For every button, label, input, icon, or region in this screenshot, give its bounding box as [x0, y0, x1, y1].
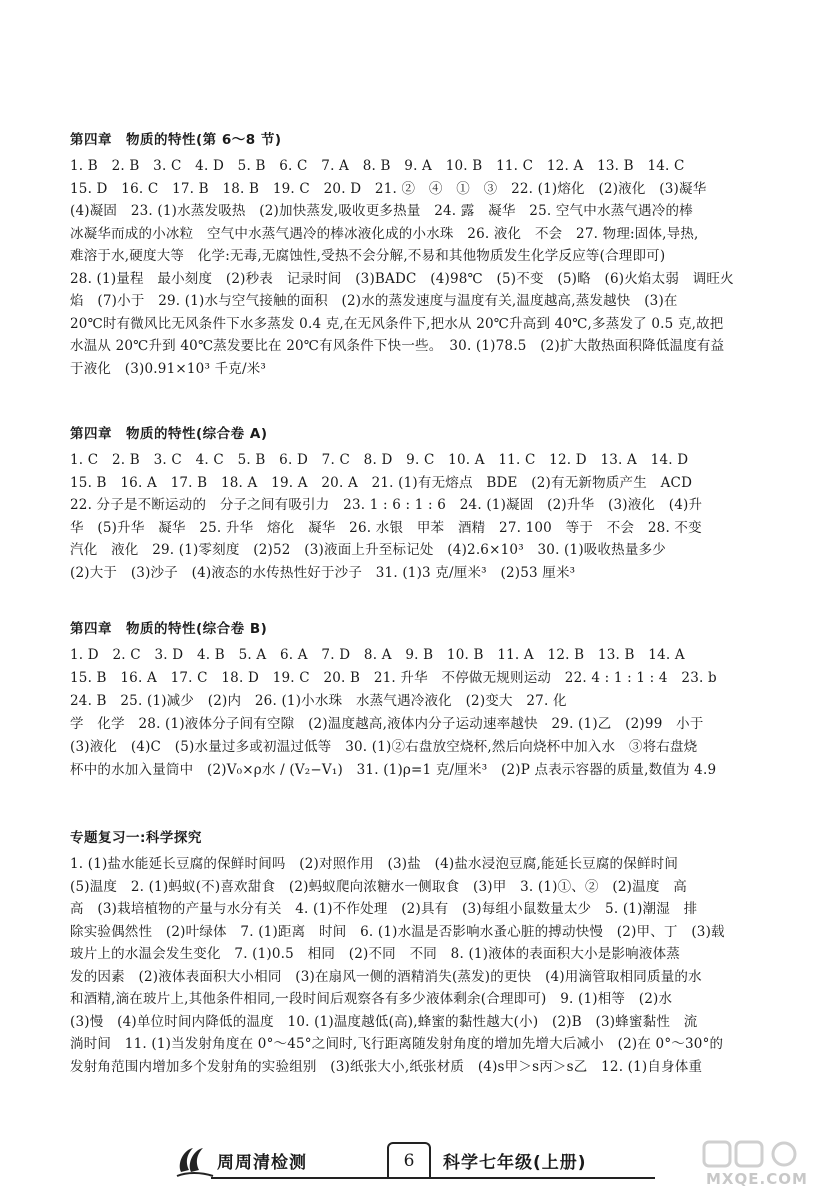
answer-line: 淌时间 11. (1)当发射角度在 0°～45°之间时,飞行距离随发射角度的增加先增大后减小 (2)在 0°～30°的	[70, 1036, 724, 1052]
section-title: 第四章 物质的特性(综合卷 A)	[70, 426, 268, 442]
brand-logo-icon	[175, 1142, 215, 1182]
section-chapter4-test-a	[70, 425, 790, 584]
watermark-text: MXQE.COM	[706, 1170, 808, 1188]
watermark-icon	[700, 1140, 820, 1170]
answer-line: (4)凝固 23. (1)水蒸发吸热 (2)加快蒸发,吸收更多热量 24. 露 凝华 25. 空气中水蒸气遇冷的棒	[70, 203, 693, 219]
answer-line: (3)液化 (4)C (5)水量过多或初温过低等 30. (1)②右盘放空烧杯,然后向烧杯中加入水 ③将右盘烧	[70, 739, 698, 755]
answer-line: 高 (3)栽培植物的产量与水分有关 4. (1)不作处理 (2)具有 (3)每组小鼠数量太少 5. (1)潮湿 排	[70, 901, 698, 917]
answer-line: 发的因素 (2)液体表面积大小相同 (3)在扇风一侧的酒精消失(蒸发)的更快 (4)用滴管取相同质量的水	[70, 968, 702, 985]
answer-line: 24. B 25. (1)减少 (2)内 26. (1)小水珠 水蒸气遇冷液化 (2)变大 27. 化	[70, 693, 567, 709]
answer-line: 华 (5)升华 凝华 25. 升华 熔化 凝华 26. 水银 甲苯 酒精 27. 100 等于 不会 28. 不变	[70, 519, 702, 536]
page-number: 6	[387, 1142, 431, 1178]
answer-line: 学 化学 28. (1)液体分子间有空隙 (2)温度越高,液体内分子运动速率越快 29. (1)乙 (2)99 小于	[70, 716, 704, 732]
answer-line: 15. D 16. C 17. B 18. B 19. C 20. D 21. ② ④ ① ③ 22. (1)熔化 (2)液化 (3)凝华	[70, 180, 707, 197]
answer-line: 玻片上的水温会发生变化 7. (1)0.5 相同 (2)不同 不同 8. (1)液体的表面积大小是影响液体蒸	[70, 946, 680, 962]
answer-line: (2)大于 (3)沙子 (4)液态的水传热性好于沙子 31. (1)3 克/厘米³ (2)53 厘米³	[70, 564, 576, 581]
answer-line: 1. C 2. B 3. C 4. C 5. B 6. D 7. C 8. D 9. C 10. A 11. C 12. D 13. A 14. D	[70, 452, 689, 468]
footer-rule	[211, 1177, 655, 1179]
answer-line: (5)温度 2. (1)蚂蚁(不)喜欢甜食 (2)蚂蚁爬向浓糖水一侧取食 (3)甲 3. (1)①、② (2)温度 高	[70, 878, 687, 895]
section-chapter4-6-8	[70, 131, 790, 380]
footer-brand: 周周清检测	[217, 1153, 307, 1173]
answer-line: 杯中的水加入量筒中 (2)V₀×ρ水 / (V₂−V₁) 31. (1)ρ=1 克/厘米³ (2)P 点表示容器的质量,数值为 4.9	[70, 762, 717, 778]
section-title: 专题复习一:科学探究	[70, 830, 202, 846]
site-watermark	[700, 1140, 820, 1195]
answer-line: 除实验偶然性 (2)叶绿体 7. (1)距离 时间 6. (1)水温是否影响水蚤心脏的搏动快慢 (2)甲、丁 (3)载	[70, 923, 725, 940]
answer-line: 28. (1)量程 最小刻度 (2)秒表 记录时间 (3)BADC (4)98℃ (5)不变 (5)略 (6)火焰太弱 调旺火	[70, 270, 734, 287]
answer-line: 和酒精,滴在玻片上,其他条件相同,一段时间后观察各有多少液体剩余(合理即可) 9. (1)相等 (2)水	[70, 991, 673, 1007]
section-chapter4-test-b	[70, 620, 790, 782]
answer-line: 1. D 2. C 3. D 4. B 5. A 6. A 7. D 8. A 9. B 10. B 11. A 12. B 13. B 14. A	[70, 647, 685, 663]
section-review-science-inquiry	[70, 829, 790, 1078]
answer-line: 冰凝华而成的小冰粒 空气中水蒸气遇冷的棒冰液化成的小水珠 26. 液化 不会 27. 物理:固体,导热,	[70, 225, 699, 242]
answer-line: 20℃时有微风比无风条件下水多蒸发 0.4 克,在无风条件下,把水从 20℃升高到 40℃,多蒸发了 0.5 克,故把	[70, 315, 724, 332]
answer-line: 汽化 液化 29. (1)零刻度 (2)52 (3)液面上升至标记处 (4)2.6×10³ 30. (1)吸收热量多少	[70, 542, 666, 558]
answer-line: 22. 分子是不断运动的 分子之间有吸引力 23. 1 : 6 : 1 : 6 24. (1)凝固 (2)升华 (3)液化 (4)升	[70, 497, 703, 513]
answer-line: 难溶于水,硬度大等 化学:无毒,无腐蚀性,受热不会分解,不易和其他物质发生化学反应等(合理即可)	[70, 248, 666, 264]
section-title: 第四章 物质的特性(综合卷 B)	[70, 621, 268, 637]
section-title: 第四章 物质的特性(第 6～8 节)	[70, 132, 282, 148]
answer-line: 发射角范围内增加多个发射角的实验组别 (3)纸张大小,纸张材质 (4)s甲＞s丙＞s乙 12. (1)自身体重	[70, 1058, 703, 1075]
answer-line: 水温从 20℃升到 40℃蒸发要比在 20℃有风条件下快一些。 30. (1)78.5 (2)扩大散热面积降低温度有益	[70, 338, 725, 354]
answer-line: (3)慢 (4)单位时间内降低的温度 10. (1)温度越低(高),蜂蜜的黏性越大(小) (2)B (3)蜂蜜黏性 流	[70, 1013, 698, 1030]
answer-line: 于液化 (3)0.91×10³ 千克/米³	[70, 360, 267, 377]
answer-line: 15. B 16. A 17. C 18. D 19. C 20. B 21. 升华 不停做无规则运动 22. 4 : 1 : 1 : 4 23. b	[70, 670, 717, 686]
answer-line: 1. (1)盐水能延长豆腐的保鲜时间吗 (2)对照作用 (3)盐 (4)盐水浸泡豆腐,能延长豆腐的保鲜时间	[70, 856, 679, 872]
footer-subject: 科学七年级(上册)	[443, 1153, 587, 1173]
answer-line: 1. B 2. B 3. C 4. D 5. B 6. C 7. A 8. B 9. A 10. B 11. C 12. A 13. B 14. C	[70, 158, 685, 174]
answer-line: 焰 (7)小于 29. (1)水与空气接触的面积 (2)水的蒸发速度与温度有关,温度越高,蒸发越快 (3)在	[70, 293, 678, 309]
answer-line: 15. B 16. A 17. B 18. A 19. A 20. A 21. (1)有无熔点 BDE (2)有无新物质产生 ACD	[70, 474, 693, 491]
page-footer	[175, 1142, 655, 1186]
